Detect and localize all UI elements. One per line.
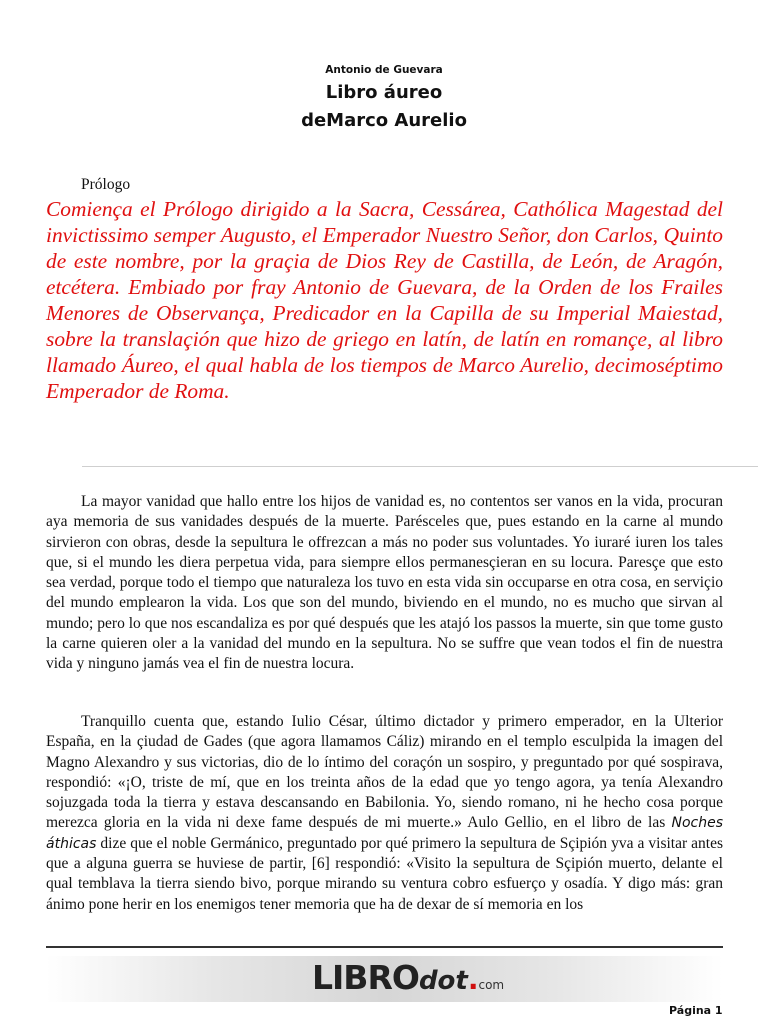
section-label: Prólogo [81, 176, 131, 193]
page-number: Página 1 [669, 1004, 723, 1017]
book-title-line1: Libro áureo [325, 82, 443, 103]
paragraph-2-text-a: Tranquillo cuenta que, estando Iulio César, último dictador y primero emperador, en la Ulterior España, en la çiudad de Gades (que agora llamamos Cáliz) mirando en el templo esculpida la imagen del Magno Alexandro y sus victorias, dio de lo íntimo del coraçón un sospiro, y preguntado por qué sospirava, respondió: «¡O, triste de mí, que en los treinta años de la edad que yo tengo agora, ya tenía Alexandro sojuzgada toda la tierra y estava descansando en Babilonia. Yo, siendo romano, ni he hecho cosa porque merezca gloria en la vida ni dexe fame después de mi muerte.» Aulo Gellio, en el libro de las [46, 713, 723, 832]
section-divider [82, 466, 758, 467]
footer-divider [46, 946, 723, 948]
dedication-text: Comiença el Prólogo dirigido a la Sacra, Cessárea, Cathólica Magestad del invictissimo semper Augusto, el Emperador Nuestro Señor, don Carlos, Quinto de este nombre, por la graçia de Dios Rey de Castilla, de León, de Aragón, etcétera. Embiado por fray Antonio de Guevara, de la Orden de los Frailes Menores de Observança, Predicador en la Capilla de su Imperial Maiestad, sobre la translaçión que hizo de griego en latín, de latín en romançe, al libro llamado Áureo, el qual habla de los tiempos de Marco Aurelio, decimoséptimo Emperador de Roma. [46, 197, 723, 403]
book-reference: Noches áthicas [46, 815, 723, 852]
author-name: Antonio de Guevara [325, 64, 443, 76]
librodot-logo: LIBROdot.com [312, 958, 505, 997]
body-paragraph-1: La mayor vanidad que hallo entre los hijos de vanidad es, no contentos ser vanos en la vida, procuran aya memoria de sus vanidades después de la muerte. Parésceles que, pues estando en la carne al mundo sirvieron con obras, desde la sepultura le offrezcan a más no poder sus voluntades. Yo iuraré iuren los tales que, si el mundo les diera perpetua vida, para siempre ellos permanesçieran en su locura. Paresçe que esto sea verdad, porque todo el tiempo que naturaleza los tuvo en esta vida sin occuparse en otra cosa, en serviçio del mundo emplearon la vida. Los que son del mundo, biviendo en el mundo, no es mucho que sirvan al mundo; pero lo que nos escandaliza es por qué después que les atajó los passos la muerte, sin que tome gusto la carne quieren oler a la vanidad del mundo en la sepultura. No se suffre que vean todos el fin de nuestra vida y ninguno jamás vea el fin de nuestra locura. [46, 493, 723, 673]
body-paragraph-2 [46, 712, 723, 915]
book-title-line2: deMarco Aurelio [301, 110, 467, 131]
paragraph-2-text-b: dize que el noble Germánico, preguntado por qué primero la sepultura de Sçipión yva a visitar antes que a alguna guerra se huviese de partir, [6] respondió: «Visito la sepultura de Sçipión muerto, delante el qual temblava la tierra siendo bivo, porque mirando su ventura cobro esfuerço y osadía. Y digo más: gran ánimo pone herir en los enemigos tener memoria que ha de dexar de sí memoria en los [46, 834, 723, 913]
